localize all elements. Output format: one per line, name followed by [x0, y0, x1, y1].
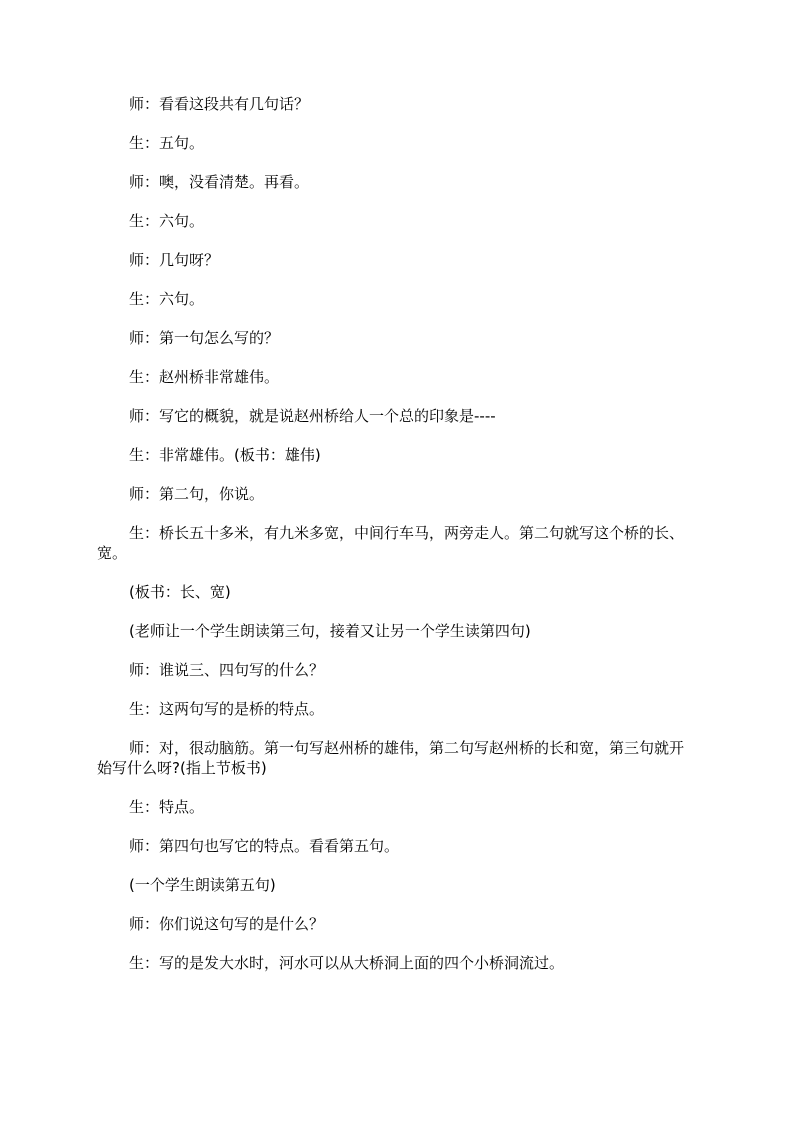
dialogue-line: 师：第四句也写它的特点。看看第五句。 — [129, 837, 400, 855]
dialogue-line: 生：桥长五十多米，有九米多宽，中间行车马，两旁走人。第二句就写这个桥的长、宽。 — [97, 524, 685, 562]
dialogue-line: 生：赵州桥非常雄伟。 — [129, 368, 280, 386]
dialogue-line: 生：六句。 — [129, 290, 205, 308]
dialogue-line: 师：看看这段共有几句话？ — [129, 95, 310, 113]
dialogue-line: 生：这两句写的是桥的特点。 — [129, 700, 325, 718]
dialogue-line: 生：六句。 — [129, 212, 205, 230]
dialogue-line: 师：写它的概貌，就是说赵州桥给人一个总的印象是---- — [129, 407, 496, 425]
dialogue-line: 师：谁说三、四句写的什么？ — [129, 661, 325, 679]
dialogue-line: 生：五句。 — [129, 134, 205, 152]
dialogue-line: 生：非常雄伟。(板书：雄伟) — [129, 446, 321, 464]
dialogue-line: 师：你们说这句写的是什么？ — [129, 915, 325, 933]
document-body — [97, 94, 697, 992]
board-note: (板书：长、宽) — [129, 583, 231, 601]
dialogue-line: 师：第二句，你说。 — [129, 485, 265, 503]
dialogue-line: 师：几句呀？ — [129, 251, 220, 269]
dialogue-line: 生：写的是发大水时，河水可以从大桥洞上面的四个小桥洞流过。 — [129, 954, 565, 972]
dialogue-line: 师：第一句怎么写的？ — [129, 329, 280, 347]
stage-direction: (老师让一个学生朗读第三句，接着又让另一个学生读第四句) — [129, 622, 531, 640]
dialogue-line: 师：噢，没看清楚。再看。 — [129, 173, 310, 191]
stage-direction: (一个学生朗读第五句) — [129, 876, 276, 894]
dialogue-line: 生：特点。 — [129, 798, 205, 816]
dialogue-line: 师：对，很动脑筋。第一句写赵州桥的雄伟，第二句写赵州桥的长和宽，第三句就开始写什么呀?(指上节板书) — [97, 739, 685, 777]
